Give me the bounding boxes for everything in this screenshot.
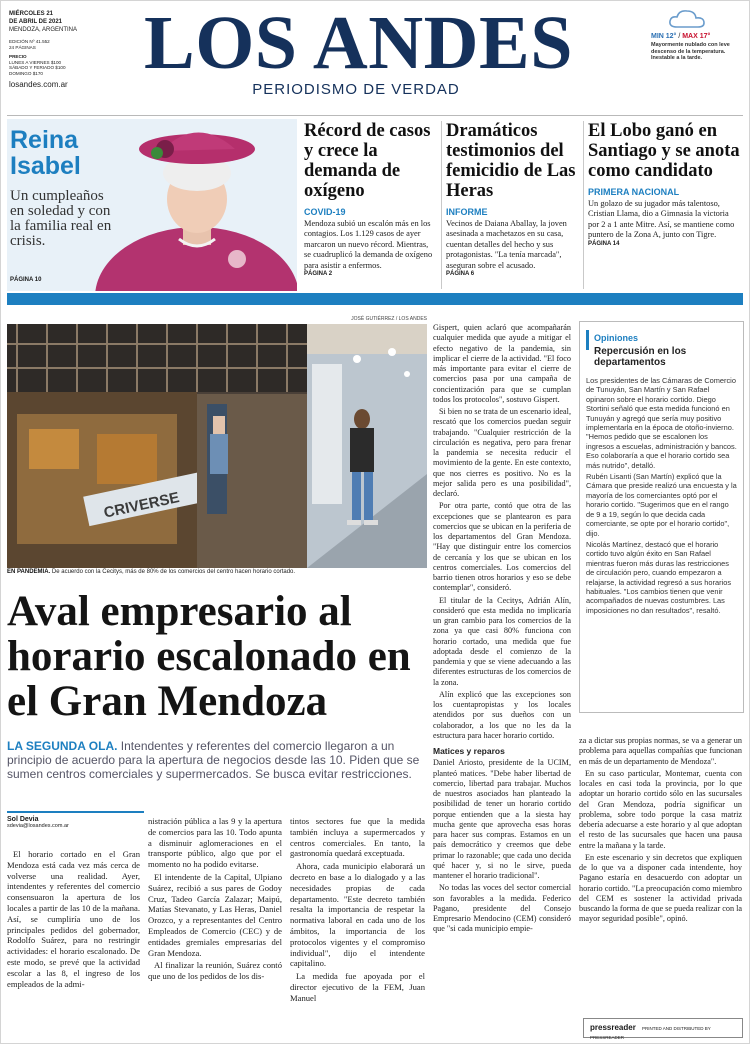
story-headline: Dramáticos testimonios del femicidio de Las Heras <box>446 121 576 201</box>
max-temp: MAX 17° <box>682 33 711 40</box>
byline-author: Sol Devia <box>7 816 39 823</box>
title-line: Isabel <box>10 152 81 180</box>
article-column-3 <box>290 816 425 1006</box>
story-gimnasia[interactable] <box>588 121 740 247</box>
paragraph: El titular de la Cecitys, Adrián Alín, consideró que esta medida no implicaría un gran cambio para los comercios de la zona ya que casi 80% funciona con horario cortado, una medida que fue adoptada desde el comienzo de la pandemia y que se viene adecuando a las diferentes estructuras de los comercios de la zona. <box>433 595 571 687</box>
page-reference: PÁGINA 14 <box>588 240 620 247</box>
story-title <box>10 127 81 179</box>
opinion-body <box>586 376 737 615</box>
lede-text: Intendentes y referentes del comercio llegaron a un principio de acuerdo para la apertura de negocios desde las 10. Piden que se sumen centros comerciales y supermercados. Se busca evitar restricciones. <box>7 739 420 781</box>
pressreader-logo: pressreader <box>590 1023 636 1032</box>
pressreader-note: PRINTED AND DISTRIBUTED BY PRESSREADER <box>590 1026 711 1040</box>
main-headline[interactable]: Aval empresario al horario escalonado en el Gran Mendoza <box>7 588 411 725</box>
story-reina-isabel[interactable] <box>7 119 297 291</box>
paragraph: Por otra parte, contó que otra de las excepciones que se plantearon es para comercios que se ubican en la periferia de los departamentos del Gran Mendoza. "Hay que distinguir entre los comercios de cercanía y los que se ubican en los centros comerciales. Los comercios del barrio tienen otros horarios y eso se debe contemplar", consideró. <box>433 501 571 593</box>
story-headline: El Lobo ganó en Santiago y se anota como candidato <box>588 121 740 181</box>
column-divider <box>583 121 584 289</box>
story-kicker: PRIMERA NACIONAL <box>588 187 680 197</box>
story-body: Un golazo de su jugador más talentoso, Cristian Llama, dio a Gimnasia la victoria por 2 a 1 ante Mitre. Así, se mantiene como puntero de la Zona A, junto con Tigre. <box>588 199 735 240</box>
edition-number: EDICIÓN Nº 41.552 <box>9 39 50 44</box>
column-divider <box>441 121 442 289</box>
article-column-2 <box>148 816 282 984</box>
story-body: Vecinos de Daiana Aballay, la joven asesinada a machetazos en su casa, cuentan detalles del hecho y sus protagonistas. "La tenía marcada", aseguran sobre el acusado. <box>446 219 567 270</box>
date-line: MIÉRCOLES 21 <box>9 11 54 17</box>
quote-marker <box>586 330 589 350</box>
byline-email[interactable]: sdevia@losandes.com.ar <box>7 823 69 829</box>
paragraph: Ahora, cada municipio elaborará un decreto en base a lo dialogado y a las necesidades propias de cada departamento. "Este decreto también resalta la importancia de respetar la normativa laboral en cada uno de los ámbitos, la importancia de los protocolos vigentes y el compromiso individual", dijo el intendente capitalino. <box>290 861 425 969</box>
price-weekday: LUNES A VIERNES $100 <box>9 59 62 65</box>
article-column-5 <box>579 736 742 927</box>
opinion-title: Repercusión en los departamentos <box>594 346 687 368</box>
subheading: Matices y reparos <box>433 746 505 756</box>
masthead-logo: LOS ANDES <box>144 1 573 85</box>
paragraph: El intendente de la Capital, Ulpiano Suárez, recibió a sus pares de Godoy Cruz, Tadeo García Zalazar; Maipú, Matías Stevanato, y Las Heras, Daniel Orozco, y a representantes del Centro Empleados de Comercio (CEC) y de entidades gremiales empresarias del Gran Mendoza. <box>148 871 282 958</box>
price-label: PRECIO <box>9 54 27 60</box>
pressreader-badge <box>583 1018 743 1038</box>
caption-text: De acuerdo con la Cecitys, más de 80% de los comercios del centro hacen horario cortado. <box>51 569 296 575</box>
main-lede <box>7 739 421 781</box>
shopping-gallery-image <box>7 324 427 568</box>
edition-details <box>9 39 99 77</box>
story-covid[interactable] <box>304 121 436 277</box>
paragraph: tintos sectores fue que la medida también incluya a supermercados y centros comerciales. En tanto, la gastronomía quedará exceptuada. <box>290 816 425 859</box>
price-saturday: SÁBADO Y FERIADO $100 <box>9 65 66 71</box>
min-temp: MIN 12° <box>651 33 677 40</box>
paragraph: El horario cortado en el Gran Mendoza está cada vez más cerca de volverse una realidad. Ayer, intendentes y referentes del comercio consensuaron la apertura de los locales a partir de las 10 de la mañana. Así, se cumpliría uno de los principales pedidos del gobernador, Rodolfo Suárez, para no restringir actividades: el horario escalonado. De este modo, se prevé que la actividad escolar a las 8, el ingreso de los empleados de la admi- <box>7 849 140 989</box>
paragraph: Si bien no se trata de un escenario ideal, rescató que los comercios puedan seguir trabajando. "Cualquier restricción de la circulación es negativa, pero para frenar la pandemia se necesita reducir el movimiento de la gente. En este contexto, que nos cierres es positivo. No es la mejor salida pero es una posibilidad", declaró. <box>433 407 571 498</box>
price-sunday: DOMINGO $170 <box>9 70 43 76</box>
weather-box <box>651 7 743 62</box>
story-kicker: INFORME <box>446 207 488 217</box>
paragraph: Daniel Ariosto, presidente de la UCIM, planteó matices. "Debe haber libertad de comercio, libertad para trabajar. Muchos de nuestros asociados han planteado la posibilidad de tener un horario cortido porque entienden que a la siesta hay mucha gente que aprovecha esas horas para hacer sus compras. Estamos en un país democrático y creemos que debe primar lo razonable; que cada uno decida qué hacer y, si no le sirve, pueda mantener el horario tradicional". <box>433 758 571 880</box>
queen-portrait-image <box>87 119 297 291</box>
article-column-4 <box>433 323 571 937</box>
city-line: MENDOZA, ARGENTINA <box>9 27 78 33</box>
paragraph: En este escenario y sin decretos que expliquen de lo que va a disponer cada intendente, hoy Pagano estaría en desacuerdo con adoptar un horario cortido. "La preocupación como miembro del CEM es sostener la actividad privada buscando la forma de que se pueda realizar con la mayor seguridad posible", opinó. <box>579 852 742 924</box>
store-sign: CRIVERSE <box>102 489 181 522</box>
cloud-icon <box>667 7 707 31</box>
section-band <box>7 293 743 305</box>
paragraph: za a dictar sus propias normas, se va a generar un problema para aquellas compañías que funcionan en más de un departamento de Mendoza". <box>579 736 742 766</box>
paragraph: Nicolás Martínez, destacó que el horario cortido tuvo algún éxito en San Rafael mientras fueron más duras las restricciones de circulación pero, cuando empezaron a relajarse, la actividad regresó a sus horarios habituales. "Los cambios tienen que venir acompañados de nuevas costumbres. Las imposiciones no dan resultados", resaltó. <box>586 539 732 615</box>
paragraph: Al finalizar la reunión, Suárez contó que uno de los pedidos de los dis- <box>148 960 282 982</box>
weather-temps: MIN 12° / MAX 17° <box>651 33 711 40</box>
paragraph: En su caso particular, Montemar, cuenta con locales en casi toda la provincia, por lo que adoptar un horario cortido sólo en las sucursales del Gran Mendoza, podría significar un problema, sobre todo porque la casa matriz debería adecuarse a este horario y al que adoptan el resto de las sucursales que hacen una pausa entre la mañana y la tarde. <box>579 768 742 850</box>
story-headline: Récord de casos y crece la demanda de oxígeno <box>304 121 431 201</box>
masthead-divider <box>7 115 743 116</box>
paragraph: Gispert, quien aclaró que acompañarán cualquier medida que ayude a mitigar el efecto negativo de la pandemia, sin implicar el cierre de la actividad. "El foco más importante para evitar el cierre de comercios pasa por una campaña de concientización para que se cumplan todos los protocolos", sostuvo Gispert. <box>433 323 571 404</box>
paragraph: nistración pública a las 9 y la apertura de comercios para las 10. Todo apunta a disminuir aglomeraciones en el transporte público, algo que por el momento no ha podido evitarse. <box>148 816 282 870</box>
story-dek: Un cumpleaños en soledad y con la familia real en crisis. <box>10 188 112 249</box>
lede-kicker: LA SEGUNDA OLA. <box>7 739 118 753</box>
page-reference: PÁGINA 2 <box>304 271 333 278</box>
website-link[interactable]: losandes.com.ar <box>9 79 68 89</box>
title-line: Reina <box>10 126 79 154</box>
masthead-tagline: PERIODISMO DE VERDAD <box>252 81 460 98</box>
paragraph: No todas las voces del sector comercial son favorables a la medida. Federico Pagano, presidente del Consejo Empresario Mendocino (CEM) consideró que "si cada municipio empie- <box>433 883 571 934</box>
photo-credit: JOSÉ GUTIÉRREZ / LOS ANDES <box>351 316 427 322</box>
opinion-tag: Opiniones <box>594 333 639 343</box>
paragraph: Alín explicó que las excepciones son los cuentapropistas y los locales atendidos por sus dueños con un colaborador, a los que no les da la estructura para hacer horario cortido. <box>433 689 571 740</box>
main-photo <box>7 324 427 568</box>
paragraph: Los presidentes de las Cámaras de Comercio de Tunuyán, San Martín y San Rafael opinaron sobre el horario cortido. Diego Stortini señaló que esta medida funcionó en Tunuyán y agregó que sería muy positivo implementarla en la época de otoño-invierno. "Hemos pedido que se escalonen los ingresos a escuelas, administración y bancos. Eso colaboraría a que el horario cortido sea más nutrido", detalló. <box>586 376 737 470</box>
page-count: 24 PÁGINAS <box>9 44 36 50</box>
story-femicidio[interactable] <box>446 121 579 277</box>
caption-kicker: EN PANDEMIA. <box>7 569 51 575</box>
weather-description: Mayormente nublado con leve descenso de la temperatura. Inestable a la tarde. <box>651 42 730 61</box>
page-reference: PÁGINA 10 <box>10 277 42 283</box>
date-line: DE ABRIL DE 2021 <box>9 19 63 25</box>
byline <box>7 816 69 829</box>
article-column-1 <box>7 849 140 991</box>
opinion-box <box>579 321 744 713</box>
byline-rule <box>7 811 144 813</box>
story-body: Mendoza subió un escalón más en los contagios. Los 1.129 casos de ayer marcaron un nuevo récord. Mientras, se cuadruplicó la demanda de oxígeno para asistir a enfermos. <box>304 219 433 270</box>
story-kicker: COVID-19 <box>304 207 346 217</box>
page-reference: PÁGINA 6 <box>446 271 475 278</box>
paragraph: Rubén Lisanti (San Martín) explicó que la Cámara que preside realizó una encuesta y la mayoría de los comerciantes optó por el horario cortido. "Sugerimos que en el rango de 9 a 19, según lo que decida cada comerciante, se opte por el horario cortido", dijo. <box>586 472 737 538</box>
photo-caption <box>7 569 427 575</box>
edition-info <box>9 10 99 89</box>
paragraph: La medida fue apoyada por el director ejecutivo de la FEM, Juan Manuel <box>290 971 425 1003</box>
